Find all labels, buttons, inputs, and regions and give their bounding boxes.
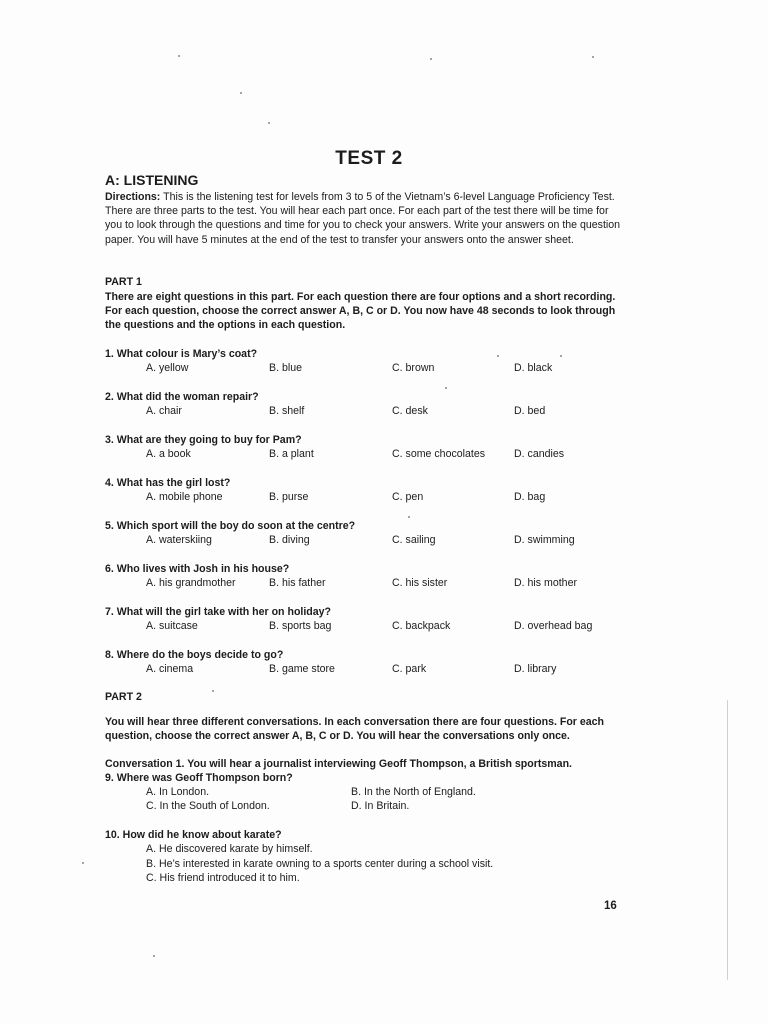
page-number: 16 <box>604 900 617 912</box>
q7-option-c: C. backpack <box>392 620 451 632</box>
directions-paragraph <box>105 190 625 247</box>
q1-option-a: A. yellow <box>146 362 189 374</box>
question-8: 8. Where do the boys decide to go? <box>105 649 284 661</box>
q3-option-b: B. a plant <box>269 448 314 460</box>
q6-option-a: A. his grandmother <box>146 577 236 589</box>
scan-speck <box>212 690 214 692</box>
q5-option-a: A. waterskiing <box>146 534 212 546</box>
scan-speck <box>82 862 84 864</box>
part1-instructions: There are eight questions in this part. For each question there are four options and a short recording. For each question, choose the correct answer A, B, C or D. You now have 48 seconds to look through the questions and the options in each question. <box>105 291 616 332</box>
q3-option-a: A. a book <box>146 448 191 460</box>
q2-option-d: D. bed <box>514 405 546 417</box>
q8-option-a: A. cinema <box>146 663 194 675</box>
question-10: 10. How did he know about karate? <box>105 829 282 841</box>
question-6: 6. Who lives with Josh in his house? <box>105 563 290 575</box>
q4-option-c: C. pen <box>392 491 424 503</box>
q9-option-b: B. In the North of England. <box>351 786 476 798</box>
q7-option-a: A. suitcase <box>146 620 198 632</box>
scan-speck <box>497 355 499 357</box>
q5-option-b: B. diving <box>269 534 310 546</box>
q7-option-b: B. sports bag <box>269 620 332 632</box>
conversation-1-intro: Conversation 1. You will hear a journalist interviewing Geoff Thompson, a British sportsman. <box>105 758 572 770</box>
q1-option-c: C. brown <box>392 362 435 374</box>
q2-option-a: A. chair <box>146 405 182 417</box>
q7-option-d: D. overhead bag <box>514 620 593 632</box>
question-4: 4. What has the girl lost? <box>105 477 231 489</box>
q8-option-c: C. park <box>392 663 427 675</box>
q5-option-c: C. sailing <box>392 534 436 546</box>
q4-option-d: D. bag <box>514 491 546 503</box>
part2-label: PART 2 <box>105 691 142 703</box>
question-9: 9. Where was Geoff Thompson born? <box>105 772 293 784</box>
question-2: 2. What did the woman repair? <box>105 391 259 403</box>
q2-option-c: C. desk <box>392 405 428 417</box>
directions-label: Directions: <box>105 191 161 203</box>
q3-option-d: D. candies <box>514 448 565 460</box>
scan-edge-line <box>727 700 728 980</box>
q1-option-d: D. black <box>514 362 553 374</box>
q5-option-d: D. swimming <box>514 534 575 546</box>
q6-option-b: B. his father <box>269 577 326 589</box>
section-heading: A: LISTENING <box>105 172 199 188</box>
scan-speck <box>592 56 594 58</box>
q10-option-b: B. He’s interested in karate owning to a sports center during a school visit. <box>146 858 494 870</box>
q4-option-b: B. purse <box>269 491 309 503</box>
q8-option-b: B. game store <box>269 663 335 675</box>
scan-speck <box>560 355 562 357</box>
q4-option-a: A. mobile phone <box>146 491 223 503</box>
scan-speck <box>268 122 270 124</box>
q1-option-b: B. blue <box>269 362 302 374</box>
q10-option-c: C. His friend introduced it to him. <box>146 872 300 884</box>
scan-speck <box>240 92 242 94</box>
scan-speck <box>178 55 180 57</box>
q8-option-d: D. library <box>514 663 557 675</box>
part1-label: PART 1 <box>105 276 142 288</box>
q10-option-a: A. He discovered karate by himself. <box>146 843 313 855</box>
q6-option-c: C. his sister <box>392 577 448 589</box>
question-1: 1. What colour is Mary’s coat? <box>105 348 258 360</box>
q9-option-c: C. In the South of London. <box>146 800 270 812</box>
question-3: 3. What are they going to buy for Pam? <box>105 434 302 446</box>
q2-option-b: B. shelf <box>269 405 305 417</box>
scan-speck <box>445 387 447 389</box>
scan-speck <box>430 58 432 60</box>
q6-option-d: D. his mother <box>514 577 577 589</box>
scan-speck <box>153 955 155 957</box>
page-title: TEST 2 <box>335 148 403 169</box>
q9-option-d: D. In Britain. <box>351 800 410 812</box>
directions-text: This is the listening test for levels from 3 to 5 of the Vietnam’s 6-level Language Proficiency Test. There are three parts to the test. You will hear each part once. For each part of the test there will be time for you to look through the questions and time for you to check your answers. Write your answers on the question paper. You will have 5 minutes at the end of the test to transfer your answers onto the answer sheet. <box>105 191 621 246</box>
q3-option-c: C. some chocolates <box>392 448 486 460</box>
part2-instructions: You will hear three different conversations. In each conversation there are four questions. For each question, choose the correct answer A, B, C or D. You will hear the conversations only once. <box>105 716 605 743</box>
scan-speck <box>408 516 410 518</box>
q9-option-a: A. In London. <box>146 786 210 798</box>
question-7: 7. What will the girl take with her on holiday? <box>105 606 332 618</box>
question-5: 5. Which sport will the boy do soon at the centre? <box>105 520 356 532</box>
